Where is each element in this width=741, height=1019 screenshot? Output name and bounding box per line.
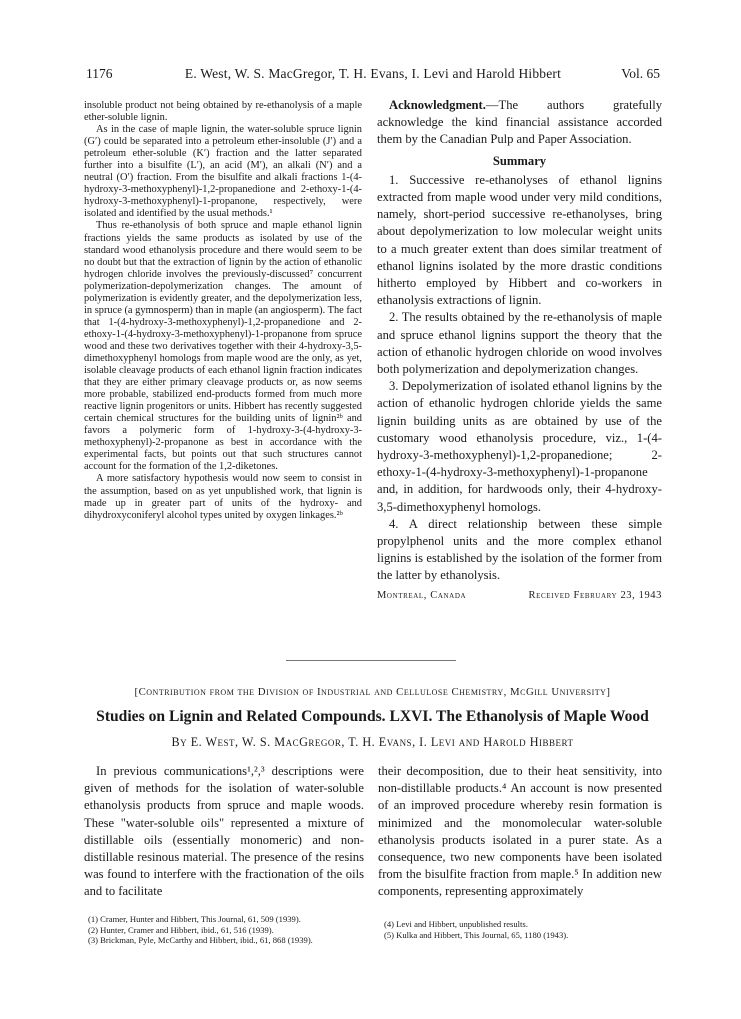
section-divider (286, 660, 456, 661)
intro-right-column (378, 763, 662, 901)
running-header (86, 66, 660, 84)
left-paragraph-4: A more satisfactory hypothesis would now seem to consist in the assumption, based on as yet unpublished work, that lignin is made up in greater part of units of the hydroxy- and dihydroxyconiferyl alcohol types united by oxygen linkages.²ᵇ (84, 473, 362, 521)
intro-left-column (84, 763, 364, 901)
footnote-1: (1) Cramer, Hunter and Hibbert, This Journal, 61, 509 (1939). (88, 914, 301, 924)
summary-heading: Summary (492, 153, 547, 168)
acknowledgment-text: —The authors gratefully acknowledge the kind financial assistance accorded them by the Canadian Pulp and Paper Association. (377, 98, 662, 147)
running-title: E. West, W. S. MacGregor, T. H. Evans, I. Levi and Harold Hibbert (184, 66, 562, 81)
summary-item-3: 3. Depolymerization of isolated ethanol lignins by the action of ethanolic hydrogen chloride yields the same lignin building units as are obtained by use of the customary wood ethanolysis procedure, viz., 1-(4-hydroxy-3-methoxyphenyl)-1,2-propanedione; 2-ethoxy-1-(4-hydroxy-3-methoxyphenyl)-1-propanone and, in addition, for hardwoods only, their 4-hydroxy-3,5-dimethoxyphenyl homologs. (377, 379, 662, 514)
acknowledgment-label: Acknowledgment. (389, 98, 486, 112)
volume-label: Vol. 65 (621, 66, 660, 81)
summary-item-4: 4. A direct relationship between these simple propylphenol units and the more complex ethanol lignins is established by the isolation of the former from the latter by ethanolysis. (377, 516, 662, 583)
left-paragraph-2: As in the case of maple lignin, the water-soluble spruce lignin (G′) could be separated into a petroleum ether-insoluble (J′) and a petroleum ether-soluble (K′) fraction and the latter separated further into a bisulfite (L′), an acid (M′), an alkali (N′) and a neutral (O′) fraction. From the bisulfite and alkali fractions 1-(4-hydroxy-3-methoxyphenyl)-1,2-propanedione and 2-ethoxy-1-(4-hydroxy-3-methoxyphenyl)-1-propanone, respectively, were isolated and identified by the usual methods.¹ (84, 124, 362, 220)
signoff-received: Received February 23, 1943 (528, 589, 662, 601)
footnote-2: (2) Hunter, Cramer and Hibbert, ibid., 61, 516 (1939). (88, 924, 274, 935)
left-paragraph-1: insoluble product not being obtained by re-ethanolysis of a maple ether-soluble lignin. (84, 100, 362, 124)
byline: By E. West, W. S. MacGregor, T. H. Evans, I. Levi and Harold Hibbert (171, 735, 574, 749)
page-number: 1176 (86, 66, 113, 81)
summary-item-2: 2. The results obtained by the re-ethanolysis of maple and spruce ethanol lignins support the theory that the action of ethanolic hydrogen chloride on wood involves both polymerization and depolymerization changes. (377, 310, 662, 377)
signoff (377, 587, 662, 603)
footnote-4: (4) Levi and Hibbert, unpublished results. (384, 919, 528, 929)
left-column (84, 100, 362, 522)
footnotes-right (384, 919, 568, 940)
contribution-line: [Contribution from the Division of Industrial and Cellulose Chemistry, McGill University] (134, 686, 611, 698)
article-title: Studies on Lignin and Related Compounds. LXVI. The Ethanolysis of Maple Wood (96, 708, 649, 725)
footnote-3: (3) Brickman, Pyle, McCarthy and Hibbert, ibid., 61, 868 (1939). (88, 935, 313, 946)
right-column (377, 97, 662, 603)
footnotes-left (88, 914, 313, 946)
intro-right-paragraph: their decomposition, due to their heat sensitivity, into non-distillable products.⁴ An account is now presented of an improved procedure whereby resin formation is minimized and the monomolecular water-soluble ethanolysis products isolated in a purer state. As a consequence, two new components have been isolated from the bisulfite fraction from maple.⁵ In addition new components, representing approximately (378, 764, 662, 899)
summary-item-1: 1. Successive re-ethanolyses of ethanol lignins extracted from maple wood under very mild conditions, namely, short-period successive re-ethanolyses, bring about depolymerization to low molecular weight units to a much greater extent than does similar treatment of ethanol lignins isolated by the more drastic conditions hitherto employed by Hibbert and co-workers in ethanolysis extractions of lignin. (377, 172, 662, 308)
signoff-place: Montreal, Canada (377, 589, 467, 601)
acknowledgment (377, 97, 662, 149)
left-paragraph-3: Thus re-ethanolysis of both spruce and maple ethanol lignin fractions yields the same products as isolated by use of the standard wood ethanolysis procedure and there would seem to be no doubt but that the extraction of lignin by the action of ethanolic hydrogen chloride involves the previously-discussed⁷ concurrent polymerization-depolymerization changes. The amount of polymerization is evidently greater, and the depolymerization less, in spruce (a gymnosperm) than in maple (an angiosperm). The fact that 1-(4-hydroxy-3-methoxyphenyl)-1,2-propanedione and 2-ethoxy-1-(4-hydroxy-3-methoxyphenyl)-1-propanone from spruce wood and these two derivatives together with their 4-hydroxy-3,5-dimethoxyphenyl homologs from maple wood are the only, as yet, isolable cleavage products of each ethanol lignin fraction indicates that they are either primary cleavage products or, as now seems more probable, stabilized end-products formed from much more reactive lignin progenitors or units. Hibbert has recently suggested certain chemical structures for the building units of lignin²ᵇ and favors a polymeric form of 1-hydroxy-3-(4-hydroxy-3-methoxyphenyl)-2-propanone as best in accordance with the experimental facts, but points out that such structures cannot account for the formation of the 1,2-diketones. (84, 220, 362, 473)
footnote-5: (5) Kulka and Hibbert, This Journal, 65, 1180 (1943). (384, 929, 569, 940)
intro-left-paragraph: In previous communications¹,²,³ descriptions were given of methods for the isolation of water-soluble ethanolysis products from spruce and maple woods. These "water-soluble oils" represented a mixture of distillable oils (essentially monomeric) and non-distillable resinous material. The presence of the resins was found to interfere with the fractionation of the oils and to facilitate (84, 764, 364, 899)
